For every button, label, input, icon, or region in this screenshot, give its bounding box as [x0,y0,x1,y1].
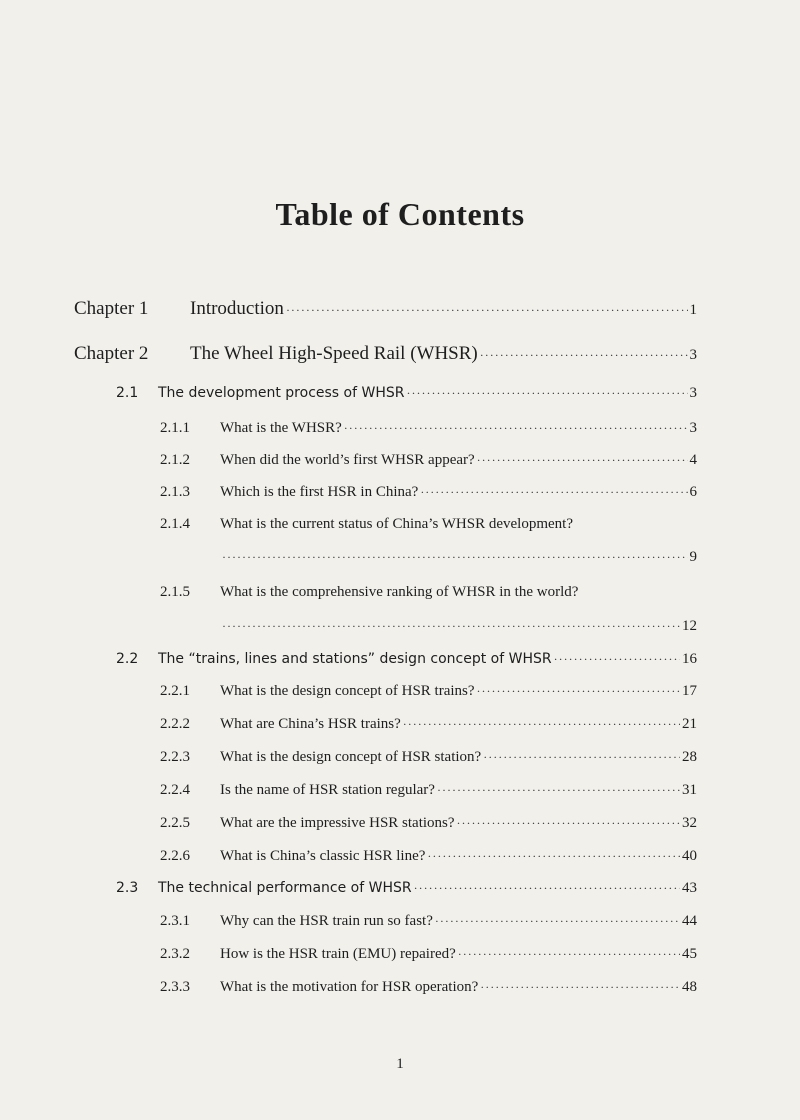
subsection-title: What is the design concept of HSR station? [220,749,482,765]
toc-subsection [160,815,697,832]
page-number: 6 [689,484,697,500]
toc-subsection [160,584,697,601]
subsection-number: 2.2.2 [160,716,190,732]
section-title: The “trains, lines and stations” design concept of WHSR [158,651,552,667]
page-number: 12 [682,618,697,634]
section-title: The development process of WHSR [158,385,405,401]
leader-dots [477,453,688,468]
toc-subsection [160,979,697,996]
leader-dots [477,684,680,699]
toc-subsection [160,716,697,733]
leader-dots [406,386,687,401]
page-number: 3 [689,385,697,401]
page-number: 3 [689,420,697,436]
subsection-title: What is the WHSR? [220,420,342,436]
footer-page-number: 1 [396,1056,404,1072]
leader-dots [554,652,680,667]
section-number: 2.3 [116,880,139,896]
subsection-title: What are the impressive HSR stations? [220,815,455,831]
page-number: 1 [689,302,697,318]
toc-subsection [160,946,697,963]
leader-dots [222,550,688,565]
subsection-number: 2.2.1 [160,683,190,699]
toc-subsection [160,848,697,865]
page-number: 40 [682,848,697,864]
page-number: 44 [682,913,697,929]
subsection-title: What is the current status of China’s WHSR development? [220,516,573,532]
toc-subsection [160,782,697,799]
toc-subsection [160,516,697,533]
page-number: 43 [682,880,697,896]
leader-dots [458,947,680,962]
subsection-number: 2.2.6 [160,848,190,864]
toc-section [116,385,697,402]
subsection-number: 2.1.3 [160,484,190,500]
toc-subsection-continuation [220,618,697,635]
page-number: 45 [682,946,697,962]
toc-section [116,880,697,897]
leader-dots [414,881,680,896]
subsection-title: Why can the HSR train run so fast? [220,913,433,929]
page-number: 31 [682,782,697,798]
page-number: 32 [682,815,697,831]
chapter-number: Chapter 1 [74,298,149,319]
subsection-number: 2.1.1 [160,420,190,436]
subsection-number: 2.1.4 [160,516,190,532]
page-number: 28 [682,749,697,765]
leader-dots [286,303,688,318]
subsection-number: 2.3.2 [160,946,190,962]
toc-section [116,651,697,668]
subsection-title: What is the motivation for HSR operation? [220,979,479,995]
leader-dots [480,980,680,995]
subsection-title: Which is the first HSR in China? [220,484,419,500]
section-number: 2.2 [116,651,139,667]
subsection-number: 2.2.5 [160,815,190,831]
toc-subsection [160,749,697,766]
subsection-title: What are China’s HSR trains? [220,716,401,732]
subsection-number: 2.3.1 [160,913,190,929]
subsection-number: 2.2.4 [160,782,190,798]
page-number: 3 [689,347,697,363]
toc-subsection [160,484,697,501]
page-number: 16 [682,651,697,667]
subsection-number: 2.2.3 [160,749,190,765]
leader-dots [437,783,680,798]
toc-subsection [160,913,697,930]
page-title: Table of Contents [275,196,525,232]
leader-dots [344,421,688,436]
section-number: 2.1 [116,385,139,401]
subsection-title: What is the comprehensive ranking of WHSR in the world? [220,584,579,600]
page-number: 48 [682,979,697,995]
toc-subsection [160,452,697,469]
leader-dots [483,750,680,765]
page-number: 9 [689,549,697,565]
toc-subsection-continuation [220,549,697,566]
subsection-title: Is the name of HSR station regular? [220,782,435,798]
toc-chapter-1 [74,298,697,320]
subsection-title: What is the design concept of HSR trains? [220,683,475,699]
subsection-number: 2.1.5 [160,584,190,600]
chapter-title: Introduction [190,298,284,319]
toc-chapter-2 [74,343,697,365]
section-title: The technical performance of WHSR [158,880,412,896]
toc-subsection [160,683,697,700]
chapter-number: Chapter 2 [74,343,149,364]
leader-dots [403,717,680,732]
subsection-number: 2.1.2 [160,452,190,468]
subsection-number: 2.3.3 [160,979,190,995]
chapter-title: The Wheel High-Speed Rail (WHSR) [190,343,478,364]
subsection-title: How is the HSR train (EMU) repaired? [220,946,456,962]
page-number: 21 [682,716,697,732]
leader-dots [222,619,680,634]
subsection-title: When did the world’s first WHSR appear? [220,452,475,468]
leader-dots [435,914,680,929]
leader-dots [427,849,680,864]
page-number: 4 [689,452,697,468]
page-number: 17 [682,683,697,699]
subsection-title: What is China’s classic HSR line? [220,848,426,864]
toc-subsection [160,420,697,437]
leader-dots [457,816,680,831]
leader-dots [480,348,688,363]
leader-dots [420,485,687,500]
